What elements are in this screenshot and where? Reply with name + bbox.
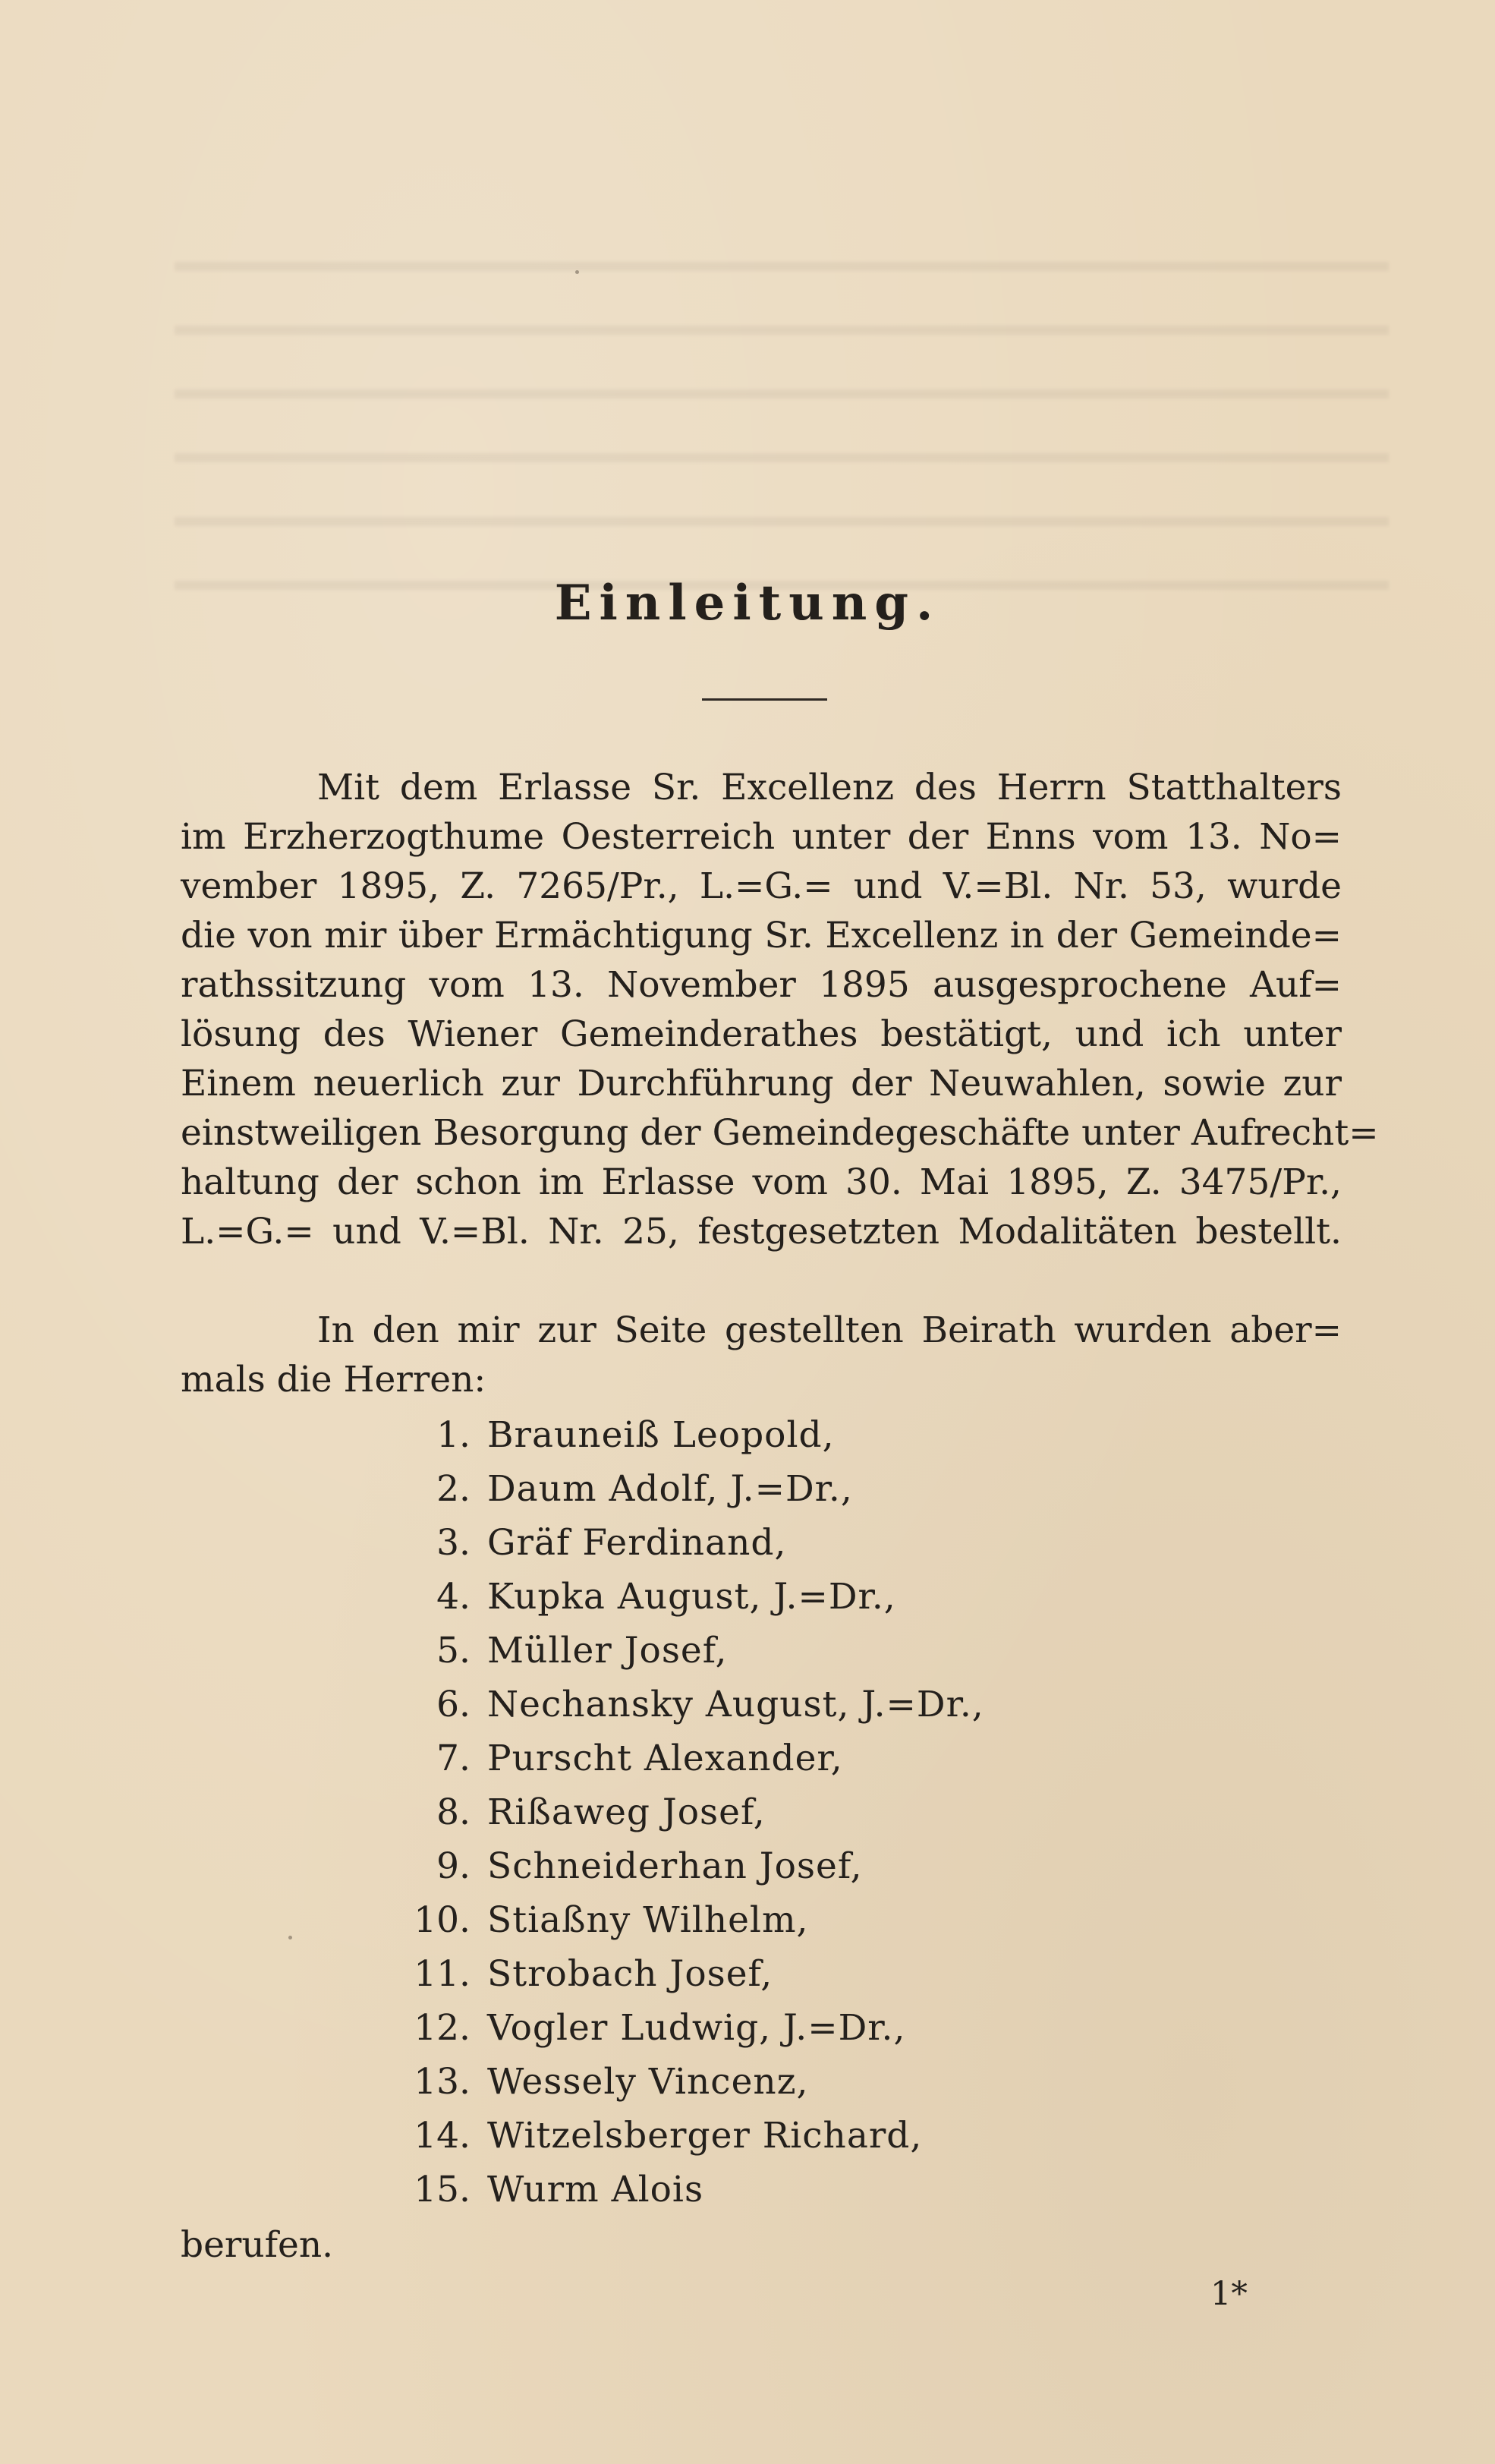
list-number: 12.: [414, 2007, 471, 2049]
list-item: [383, 1408, 1294, 1462]
list-number: 11.: [414, 1953, 471, 1995]
list-item: [383, 1624, 1294, 1678]
text-line: rathssitzung vom 13. November 1895 ausgesprochene Auf=: [181, 964, 1342, 1006]
member-name: Nechansky August, J.=Dr.,: [487, 1684, 984, 1725]
list-number: 3.: [436, 1522, 471, 1564]
title-divider: [702, 698, 827, 701]
paper-speck: [575, 270, 579, 274]
text-line: mals die Herren:: [181, 1359, 486, 1401]
text-line: L.=G.= und V.=Bl. Nr. 25, festgesetzten Modalitäten bestellt.: [181, 1211, 1342, 1252]
member-name: Daum Adolf, J.=Dr.,: [487, 1468, 853, 1510]
text-line: In den mir zur Seite gestellten Beirath wurden aber=: [317, 1309, 1342, 1351]
member-name: Strobach Josef,: [487, 1953, 773, 1995]
list-item: [383, 1785, 1294, 1839]
member-name: Stiaßny Wilhelm,: [487, 1899, 809, 1941]
list-item: [383, 1516, 1294, 1570]
council-paragraph: [181, 1306, 1342, 1404]
member-name: Wurm Alois: [487, 2169, 704, 2210]
text-line: im Erzherzogthume Oesterreich unter der Enns vom 13. No=: [181, 816, 1342, 858]
list-number: 5.: [436, 1630, 471, 1672]
list-item: [383, 1731, 1294, 1785]
list-number: 8.: [436, 1791, 471, 1833]
list-number: 15.: [414, 2169, 471, 2210]
list-number: 7.: [436, 1738, 471, 1779]
list-item: [383, 1947, 1294, 2001]
closing-word: berufen.: [181, 2224, 334, 2266]
list-number: 13.: [414, 2061, 471, 2103]
member-name: Brauneiß Leopold,: [487, 1414, 835, 1456]
list-item: [383, 1570, 1294, 1624]
page-number: 1*: [1210, 2275, 1248, 2313]
list-number: 2.: [436, 1468, 471, 1510]
list-item: [383, 2109, 1294, 2163]
list-item: [383, 1893, 1294, 1947]
member-name: Rißaweg Josef,: [487, 1791, 766, 1833]
member-name: Purscht Alexander,: [487, 1738, 843, 1779]
text-line: lösung des Wiener Gemeinderathes bestätigt, und ich unter: [181, 1013, 1342, 1055]
list-item: [383, 2001, 1294, 2055]
members-list: [383, 1408, 1294, 2217]
list-number: 10.: [414, 1899, 471, 1941]
list-number: 4.: [436, 1576, 471, 1618]
list-number: 14.: [414, 2115, 471, 2157]
page-title: Einleitung.: [554, 575, 941, 632]
member-name: Kupka August, J.=Dr.,: [487, 1576, 896, 1618]
list-number: 9.: [436, 1845, 471, 1887]
text-line: Einem neuerlich zur Durchführung der Neuwahlen, sowie zur: [181, 1063, 1342, 1104]
text-line: haltung der schon im Erlasse vom 30. Mai 1895, Z. 3475/Pr.,: [181, 1161, 1342, 1203]
list-number: 6.: [436, 1684, 471, 1725]
member-name: Schneiderhan Josef,: [487, 1845, 863, 1887]
member-name: Vogler Ludwig, J.=Dr.,: [487, 2007, 906, 2049]
list-number: 1.: [436, 1414, 471, 1456]
list-item: [383, 1462, 1294, 1516]
intro-paragraph: [181, 763, 1379, 1256]
paper-speck: [288, 1936, 292, 1939]
text-line: die von mir über Ermächtigung Sr. Excellenz in der Gemeinde=: [181, 915, 1342, 956]
text-line: einstweiligen Besorgung der Gemeindegeschäfte unter Aufrecht=: [181, 1112, 1379, 1154]
list-item: [383, 1839, 1294, 1893]
member-name: Gräf Ferdinand,: [487, 1522, 787, 1564]
list-item: [383, 2055, 1294, 2109]
member-name: Müller Josef,: [487, 1630, 728, 1672]
text-line: vember 1895, Z. 7265/Pr., L.=G.= und V.=Bl. Nr. 53, wurde: [181, 865, 1342, 907]
text-line: Mit dem Erlasse Sr. Excellenz des Herrn Statthalters: [317, 767, 1342, 808]
list-item: [383, 1678, 1294, 1731]
member-name: Wessely Vincenz,: [487, 2061, 809, 2103]
list-item: [383, 2163, 1294, 2217]
member-name: Witzelsberger Richard,: [487, 2115, 923, 2157]
